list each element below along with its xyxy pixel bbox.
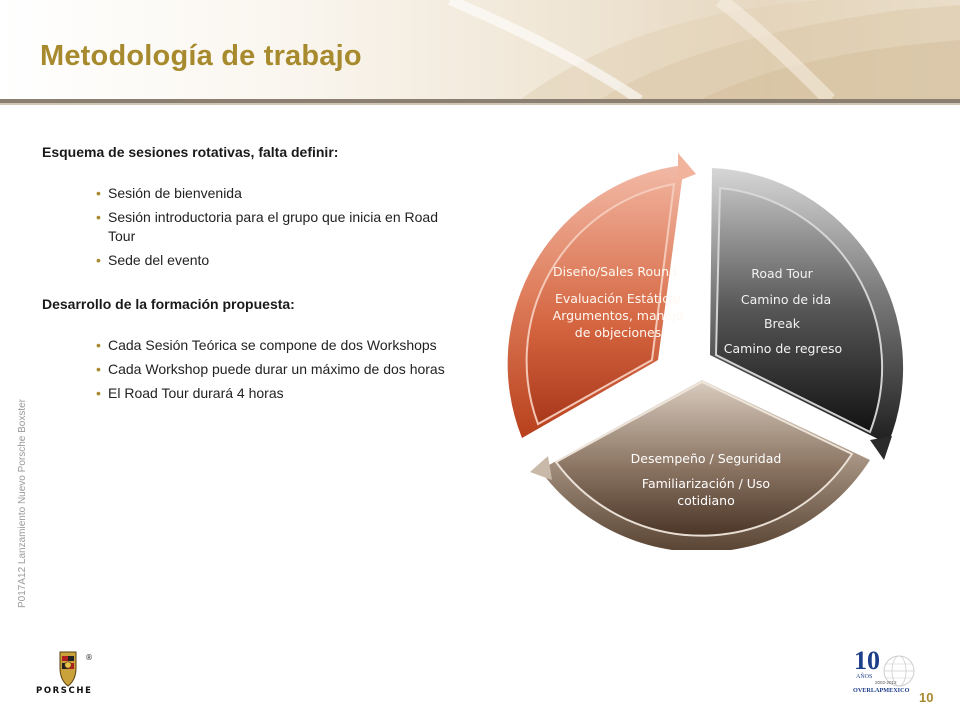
- cycle-diagram: [490, 150, 920, 550]
- arrow-head-icon: [678, 153, 696, 181]
- page-number: 10: [919, 690, 934, 705]
- list-item: • El Road Tour durará 4 horas: [108, 384, 462, 403]
- header-rule-light: [0, 103, 960, 105]
- list-item: • Sesión de bienvenida: [108, 184, 462, 203]
- section-heading-training: Desarrollo de la formación propuesta:: [42, 296, 295, 312]
- bullet-list-sessions: [42, 184, 462, 270]
- page-title: Metodología de trabajo: [40, 40, 362, 72]
- segment-right-item: Road Tour: [751, 266, 813, 281]
- anniversary-word: AÑOS: [856, 674, 873, 680]
- porsche-logo: [36, 650, 112, 696]
- registered-mark: ®: [85, 653, 93, 662]
- segment-left-body: Evaluación Estática/ Argumentos, manejo de objeciones: [552, 291, 684, 340]
- segment-left-title: Diseño/Sales Round: [553, 264, 677, 279]
- content-area: [42, 143, 462, 408]
- side-footer-text: P017A12 Lanzamiento Nuevo Porsche Boxster: [17, 398, 28, 608]
- porsche-wordmark: PORSCHE: [36, 686, 93, 696]
- header-banner: [0, 0, 960, 100]
- overlap-anniversary-logo: [853, 645, 915, 697]
- segment-right-item: Camino de ida: [740, 292, 832, 307]
- list-item: • Sesión introductoria para el grupo que inicia en Road Tour: [108, 208, 462, 246]
- segment-bottom-body: Familiarización / Uso cotidiano: [641, 476, 771, 508]
- anniversary-years: 2002-2012: [875, 680, 897, 685]
- anniversary-brand: OVERLAPMEXICO: [853, 687, 910, 694]
- arrow-head-icon: [530, 456, 552, 480]
- list-item: • Cada Workshop puede durar un máximo de dos horas: [108, 360, 462, 379]
- arrow-head-icon: [870, 436, 892, 460]
- anniversary-number: 10: [854, 646, 880, 675]
- list-item: • Sede del evento: [108, 251, 462, 270]
- segment-right-item: Break: [763, 316, 801, 331]
- bullet-list-training: [42, 336, 462, 403]
- list-item: • Cada Sesión Teórica se compone de dos Workshops: [108, 336, 462, 355]
- segment-right-item: Camino de regreso: [723, 341, 843, 356]
- segment-bottom-title: Desempeño / Seguridad: [630, 451, 782, 466]
- section-heading-sessions: Esquema de sesiones rotativas, falta definir:: [42, 144, 339, 160]
